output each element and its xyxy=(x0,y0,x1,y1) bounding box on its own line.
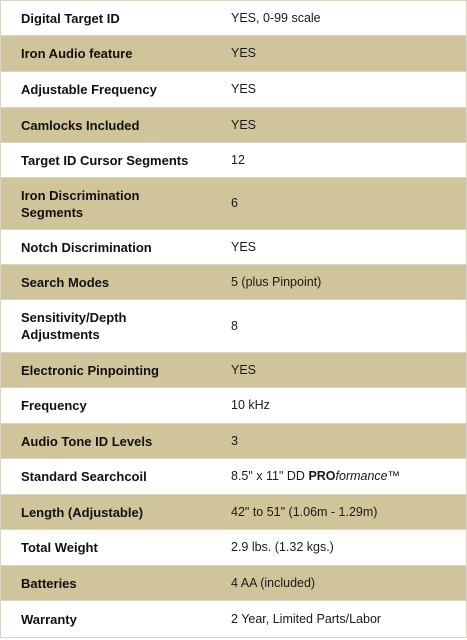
spec-row-search-modes xyxy=(1,265,466,300)
spec-value: 42" to 51" (1.06m - 1.29m) xyxy=(231,504,378,519)
spec-label: Camlocks Included xyxy=(21,117,140,133)
spec-row-camlocks xyxy=(1,108,466,143)
spec-label: Warranty xyxy=(21,611,77,627)
spec-label: Digital Target ID xyxy=(21,10,120,26)
spec-row-frequency xyxy=(1,388,466,424)
spec-label: Sensitivity/Depth Adjustments xyxy=(21,310,127,342)
spec-row-iron-audio xyxy=(1,36,466,72)
spec-row-digital-target-id xyxy=(1,1,466,36)
spec-row-audio-tone-levels xyxy=(1,424,466,459)
spec-value: YES, 0-99 scale xyxy=(231,10,321,25)
brand-name-formance: formance xyxy=(335,469,388,483)
spec-row-batteries xyxy=(1,566,466,601)
spec-value: YES xyxy=(231,82,257,96)
spec-label: Length (Adjustable) xyxy=(21,504,144,520)
spec-label: Audio Tone ID Levels xyxy=(21,433,153,449)
spec-label: Notch Discrimination xyxy=(21,239,152,255)
spec-label: Electronic Pinpointing xyxy=(21,362,159,378)
brand-name-pro: PRO xyxy=(308,469,336,483)
spec-label: Search Modes xyxy=(21,274,110,290)
spec-value: 12 xyxy=(231,152,245,167)
spec-row-iron-discrimination xyxy=(1,178,466,230)
spec-value: 5 (plus Pinpoint) xyxy=(231,274,322,289)
spec-value: 3 xyxy=(231,433,238,448)
spec-row-electronic-pinpointing xyxy=(1,353,466,388)
spec-label: Adjustable Frequency xyxy=(21,82,157,97)
spec-row-adjustable-frequency xyxy=(1,72,466,108)
spec-row-warranty xyxy=(1,601,466,637)
spec-row-sensitivity-depth xyxy=(1,300,466,353)
spec-label: Frequency xyxy=(21,398,87,413)
spec-value: YES xyxy=(231,239,257,254)
spec-label: Iron Discrimination Segments xyxy=(21,187,140,220)
spec-value-text: 8.5" x 11" DD xyxy=(231,469,309,483)
spec-value: 4 AA (included) xyxy=(231,575,316,590)
spec-value: 2 Year, Limited Parts/Labor xyxy=(231,611,382,626)
spec-value xyxy=(210,468,466,485)
spec-label: Standard Searchcoil xyxy=(21,469,147,484)
spec-value: 2.9 lbs. (1.32 kgs.) xyxy=(231,540,334,554)
spec-value: 6 xyxy=(231,196,238,210)
spec-row-total-weight xyxy=(1,530,466,566)
trademark-symbol: ™ xyxy=(387,469,401,483)
spec-label: Iron Audio feature xyxy=(21,46,133,61)
spec-label: Total Weight xyxy=(21,540,98,555)
spec-value: YES xyxy=(231,117,257,132)
spec-value: 8 xyxy=(231,318,238,333)
spec-label: Batteries xyxy=(21,575,77,591)
spec-value: 10 kHz xyxy=(231,398,270,412)
spec-value: YES xyxy=(231,46,257,60)
spec-row-standard-searchcoil xyxy=(1,459,466,495)
spec-row-length xyxy=(1,495,466,530)
spec-row-notch-discrimination xyxy=(1,230,466,265)
spec-row-cursor-segments xyxy=(1,143,466,178)
spec-value: YES xyxy=(231,362,257,377)
spec-label: Target ID Cursor Segments xyxy=(21,152,189,168)
